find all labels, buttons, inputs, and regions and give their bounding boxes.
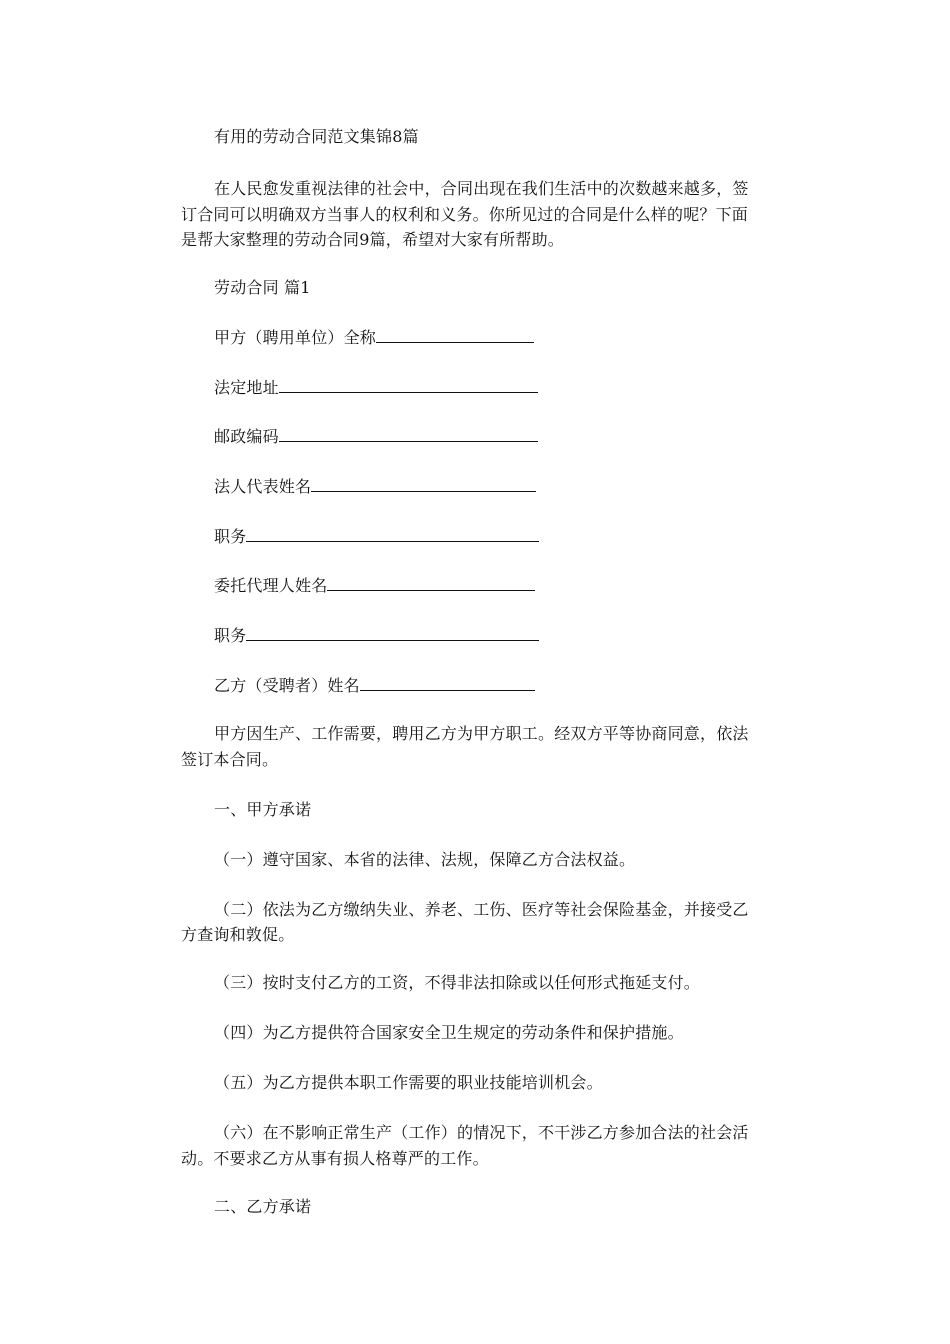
preamble-line-1: 甲方因生产、工作需要，聘用乙方为甲方职工。经双方平等协商同意，依法: [214, 724, 749, 743]
part1-item-6-line-2: 动。不要求乙方从事有损人格尊严的工作。: [181, 1149, 489, 1168]
field-position-2: [214, 626, 539, 646]
field-label: 法定地址: [214, 378, 279, 397]
field-party-b-name: [214, 676, 535, 696]
fill-in-blank: [246, 527, 539, 542]
part1-item-3: （三）按时支付乙方的工资，不得非法扣除或以任何形式拖延支付。: [214, 973, 701, 992]
field-party-a-name: [214, 328, 534, 348]
part1-heading: 一、甲方承诺: [214, 800, 312, 819]
part1-item-1: （一）遵守国家、本省的法律、法规，保障乙方合法权益。: [214, 850, 636, 869]
document-title: 有用的劳动合同范文集锦8篇: [214, 127, 419, 146]
fill-in-blank: [279, 378, 538, 393]
part1-item-2-line-1: （二）依法为乙方缴纳失业、养老、工伤、医疗等社会保险基金，并接受乙: [214, 900, 749, 919]
intro-line-3: 是帮大家整理的劳动合同9篇，希望对大家有所帮助。: [181, 230, 564, 249]
field-label: 甲方（聘用单位）全称: [214, 328, 377, 347]
field-agent-name: [214, 576, 535, 596]
intro-line-1: 在人民愈发重视法律的社会中，合同出现在我们生活中的次数越来越多，签: [214, 179, 749, 198]
field-legal-address: [214, 378, 538, 398]
intro-line-2: 订合同可以明确双方当事人的权利和义务。你所见过的合同是什么样的呢？下面: [181, 205, 749, 224]
section-heading: 劳动合同 篇1: [214, 278, 311, 297]
fill-in-blank: [376, 328, 534, 343]
field-label: 法人代表姓名: [214, 477, 312, 496]
fill-in-blank: [279, 427, 538, 442]
part1-item-6-line-1: （六）在不影响正常生产（工作）的情况下，不干涉乙方参加合法的社会活: [214, 1123, 749, 1142]
field-label: 邮政编码: [214, 427, 279, 446]
part1-item-2-line-2: 方查询和敦促。: [181, 925, 295, 944]
field-label: 职务: [214, 626, 247, 645]
part1-item-5: （五）为乙方提供本职工作需要的职业技能培训机会。: [214, 1073, 603, 1092]
fill-in-blank: [360, 676, 535, 691]
preamble-line-2: 签订本合同。: [181, 750, 279, 769]
field-position-1: [214, 527, 539, 547]
fill-in-blank: [311, 477, 536, 492]
fill-in-blank: [327, 576, 535, 591]
fill-in-blank: [246, 626, 539, 641]
field-label: 职务: [214, 527, 247, 546]
field-label: 委托代理人姓名: [214, 576, 328, 595]
field-legal-rep-name: [214, 477, 536, 497]
part2-heading: 二、乙方承诺: [214, 1197, 312, 1216]
field-label: 乙方（受聘者）姓名: [214, 676, 360, 695]
part1-item-4: （四）为乙方提供符合国家安全卫生规定的劳动条件和保护措施。: [214, 1023, 684, 1042]
field-postal-code: [214, 427, 538, 447]
